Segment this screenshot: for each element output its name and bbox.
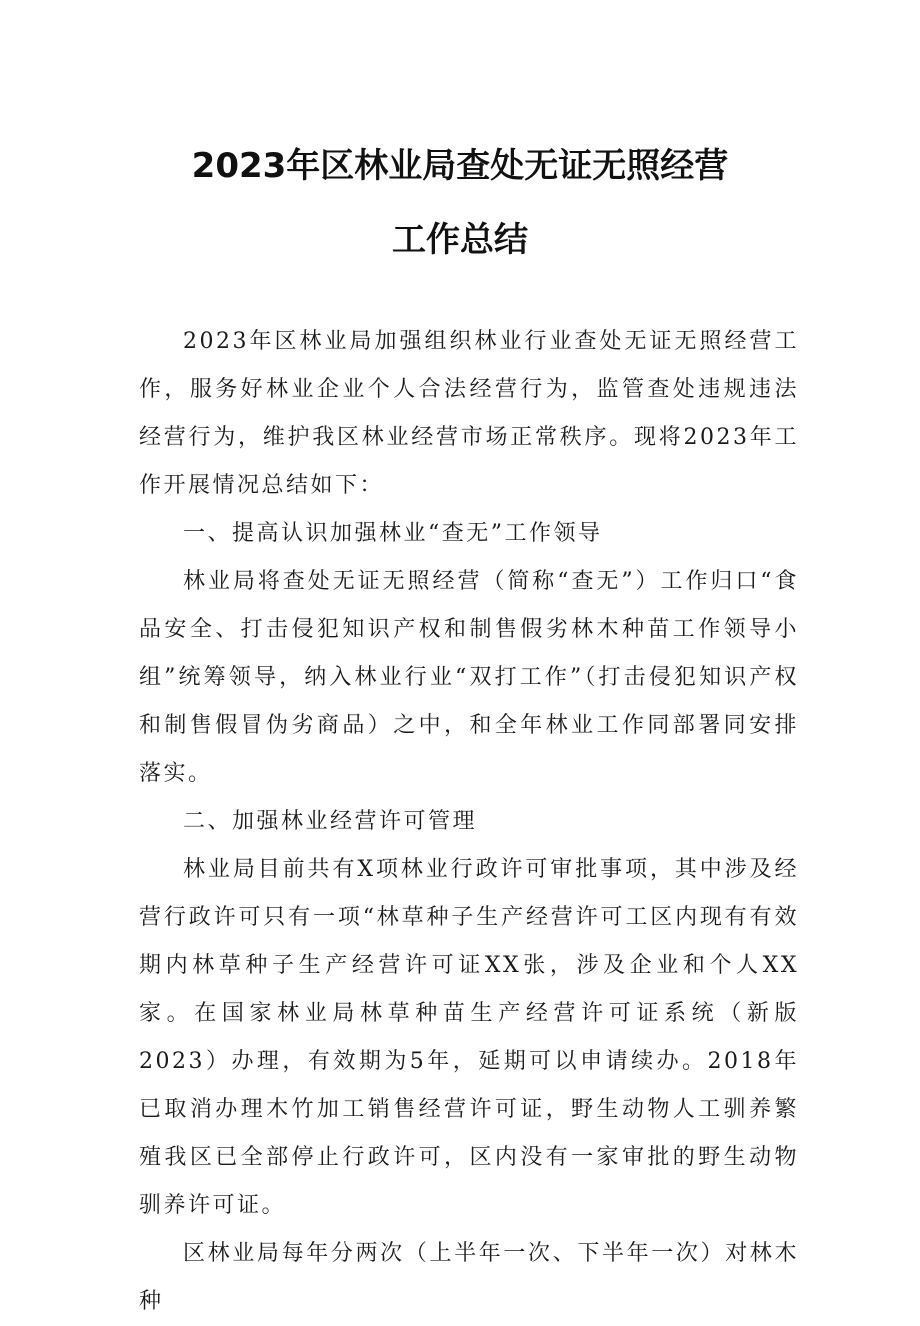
document-title-line-1: 2023年区林业局查处无证无照经营	[191, 146, 729, 186]
section-heading-2: 二、加强林业经营许可管理	[183, 809, 478, 834]
document-title-line-2: 工作总结	[392, 220, 528, 260]
document-body	[139, 318, 799, 1326]
intro-paragraph: 2023年区林业局加强组织林业行业查处无证无照经营工作，服务好林业企业个人合法经营行为，监管查处违规违法经营行为，维护我区林业经营市场正常秩序。现将2023年工作开展情况总结如下：	[139, 329, 799, 498]
section-2-paragraph-1: 林业局目前共有X项林业行政许可审批事项，其中涉及经营行政许可只有一项“林草种子生产经营许可工区内现有有效期内林草种子生产经营许可证XX张，涉及企业和个人XX家。在国家林业局林草种苗生产经营许可证系统（新版2023）办理，有效期为5年，延期可以申请续办。2018年已取消办理木竹加工销售经营许可证，野生动物人工驯养繁殖我区已全部停止行政许可，区内没有一家审批的野生动物驯养许可证。	[139, 857, 799, 1218]
section-1-paragraph: 林业局将查处无证无照经营（简称“查无”）工作归口“食品安全、打击侵犯知识产权和制售假劣林木种苗工作领导小组”统筹领导，纳入林业行业“双打工作”（打击侵犯知识产权和制售假冒伪劣商品）之中，和全年林业工作同部署同安排落实。	[139, 569, 799, 786]
section-2-paragraph-2: 区林业局每年分两次（上半年一次、下半年一次）对林木种	[139, 1241, 799, 1314]
section-heading-1: 一、提高认识加强林业“查无”工作领导	[183, 521, 603, 546]
